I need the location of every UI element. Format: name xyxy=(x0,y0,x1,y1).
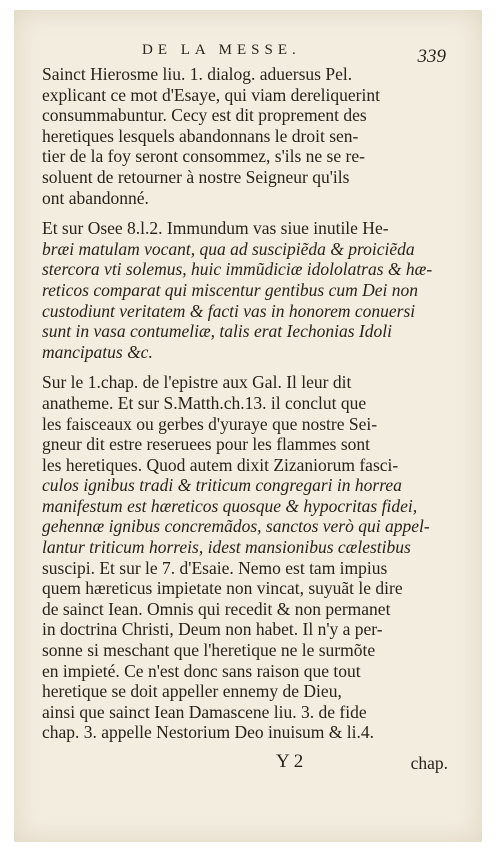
text-line: les faisceaux ou gerbes d'yuraye que nostre Sei- xyxy=(42,413,378,434)
text-line: quem hæreticus impietate non vincat, suyuãt le dire xyxy=(42,578,403,599)
text-line: stercora vti solemus, huic immũdiciæ idololatras & hæ- xyxy=(42,259,433,280)
text-line: Sur le 1.chap. de l'epistre aux Gal. Il leur dit xyxy=(42,372,352,393)
page-text xyxy=(42,38,448,777)
text-line: heretiques lesquels abandonnans le droit sen- xyxy=(42,125,359,146)
signature-mark: Y 2 xyxy=(276,751,304,772)
text-line: Et sur Osee 8.l.2. Immundum vas siue inutile He- xyxy=(42,218,389,239)
text-line: en impieté. Ce n'est donc sans raison que tout xyxy=(42,660,361,681)
running-head xyxy=(42,38,446,67)
paragraph-gap xyxy=(42,208,438,218)
text-line: mancipatus &c. xyxy=(42,341,153,362)
text-line: soluent de retourner à nostre Seigneur qu'ils xyxy=(42,166,350,187)
text-line: custodiunt veritatem & facti vas in honorem conuersi xyxy=(42,300,416,321)
text-line: explicant ce mot d'Esaye, qui viam dereliquerint xyxy=(42,84,380,105)
text-line: ainsi que sainct Iean Damascene liu. 3. de fide xyxy=(42,701,367,722)
text-line: bræi matulam vocant, qua ad suscipiẽda & proiciẽda xyxy=(42,238,415,259)
text-line: gneur dit estre reseruees pour les flammes sont xyxy=(42,434,371,455)
text-line: Sainct Hierosme liu. 1. dialog. aduersus Pel. xyxy=(42,64,353,84)
book-page xyxy=(14,10,482,842)
text-line: sunt in vasa contumeliæ, talis erat Iechonias Idoli xyxy=(42,321,392,342)
text-line: ont abandonné. xyxy=(42,187,149,208)
catchword: chap. xyxy=(410,753,448,773)
text-line: reticos comparat qui miscentur gentibus cum Dei non xyxy=(42,279,419,300)
text-line: lantur triticum horreis, idest mansionibus cælestibus xyxy=(42,537,411,558)
body-text xyxy=(42,64,438,743)
text-line: anatheme. Et sur S.Matth.ch.13. il conclut que xyxy=(42,392,367,413)
text-line: culos ignibus tradi & triticum congregari in horrea xyxy=(42,475,402,496)
text-line: manifestum est hæreticos quosque & hypocritas fidei, xyxy=(42,495,418,516)
text-line: suscipi. Et sur le 7. d'Esaie. Nemo est tam impius xyxy=(42,557,388,578)
text-line: heretique se doit appeller ennemy de Dieu, xyxy=(42,681,342,702)
text-line: les heretiques. Quod autem dixit Zizaniorum fasci- xyxy=(42,454,399,475)
text-line: tier de la foy seront consommez, s'ils ne se re- xyxy=(42,146,365,167)
text-line: consummabuntur. Cecy est dit proprement des xyxy=(42,105,367,126)
page-footer xyxy=(42,747,448,777)
text-line: gehennæ ignibus concremãdos, sanctos verò qui appel- xyxy=(42,516,430,537)
text-line: chap. 3. appelle Nestorium Deo inuisum & li.4. xyxy=(42,722,374,743)
text-line: de sainct Iean. Omnis qui recedit & non permanet xyxy=(42,598,391,619)
text-line: sonne si meschant que l'heretique ne le surmõte xyxy=(42,640,376,661)
text-line: in doctrina Christi, Deum non habet. Il n'y a per- xyxy=(42,619,383,640)
paragraph-gap xyxy=(42,362,438,372)
running-title: DE LA MESSE. xyxy=(142,42,301,58)
page-number: 339 xyxy=(417,46,446,67)
